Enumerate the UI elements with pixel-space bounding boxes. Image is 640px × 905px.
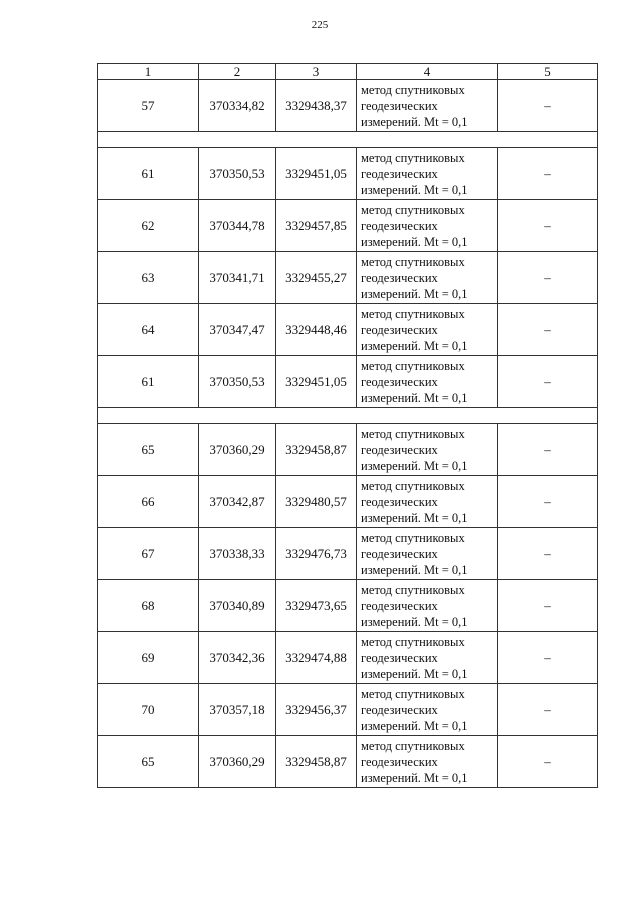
table-row xyxy=(98,252,598,304)
method-text-line: геодезических xyxy=(361,546,438,561)
table-row xyxy=(98,200,598,252)
accuracy-cell: – xyxy=(498,684,598,736)
table-row xyxy=(98,580,598,632)
method-cell xyxy=(357,424,498,476)
method-text-line: измерений. Mt = 0,1 xyxy=(361,390,468,405)
method-cell xyxy=(357,252,498,304)
method-text-line: геодезических xyxy=(361,98,438,113)
y-coordinate-cell: 3329438,37 xyxy=(276,80,357,132)
method-text-line: метод спутниковых xyxy=(361,530,465,545)
point-number-cell: 61 xyxy=(98,148,199,200)
y-coordinate-cell: 3329451,05 xyxy=(276,356,357,408)
method-text-line: метод спутниковых xyxy=(361,306,465,321)
method-text-line: метод спутниковых xyxy=(361,686,465,701)
point-number-cell: 65 xyxy=(98,424,199,476)
accuracy-cell: – xyxy=(498,632,598,684)
x-coordinate-cell: 370347,47 xyxy=(199,304,276,356)
table-row xyxy=(98,632,598,684)
table-row xyxy=(98,80,598,132)
y-coordinate-cell: 3329458,87 xyxy=(276,736,357,788)
y-coordinate-cell: 3329457,85 xyxy=(276,200,357,252)
method-text-line: геодезических xyxy=(361,270,438,285)
method-text-line: измерений. Mt = 0,1 xyxy=(361,562,468,577)
method-text-line: измерений. Mt = 0,1 xyxy=(361,338,468,353)
table-row xyxy=(98,148,598,200)
table-header-row xyxy=(98,64,598,80)
method-text-line: метод спутниковых xyxy=(361,82,465,97)
y-coordinate-cell: 3329456,37 xyxy=(276,684,357,736)
method-text-line: измерений. Mt = 0,1 xyxy=(361,458,468,473)
method-text-line: геодезических xyxy=(361,218,438,233)
method-text-line: измерений. Mt = 0,1 xyxy=(361,510,468,525)
method-text-line: метод спутниковых xyxy=(361,202,465,217)
point-number-cell: 64 xyxy=(98,304,199,356)
method-text-line: геодезических xyxy=(361,322,438,337)
method-text-line: геодезических xyxy=(361,598,438,613)
method-text-line: метод спутниковых xyxy=(361,358,465,373)
method-text-line: измерений. Mt = 0,1 xyxy=(361,286,468,301)
x-coordinate-cell: 370342,87 xyxy=(199,476,276,528)
method-text-line: измерений. Mt = 0,1 xyxy=(361,234,468,249)
table-body xyxy=(98,64,598,788)
table-row xyxy=(98,424,598,476)
x-coordinate-cell: 370342,36 xyxy=(199,632,276,684)
table-row xyxy=(98,304,598,356)
header-cell-3: 3 xyxy=(276,64,357,80)
method-cell xyxy=(357,736,498,788)
accuracy-cell: – xyxy=(498,476,598,528)
method-text-line: геодезических xyxy=(361,754,438,769)
point-number-cell: 63 xyxy=(98,252,199,304)
method-cell xyxy=(357,148,498,200)
point-number-cell: 57 xyxy=(98,80,199,132)
point-number-cell: 70 xyxy=(98,684,199,736)
y-coordinate-cell: 3329476,73 xyxy=(276,528,357,580)
y-coordinate-cell: 3329474,88 xyxy=(276,632,357,684)
table-row xyxy=(98,736,598,788)
method-text-line: измерений. Mt = 0,1 xyxy=(361,666,468,681)
x-coordinate-cell: 370344,78 xyxy=(199,200,276,252)
method-cell xyxy=(357,580,498,632)
accuracy-cell: – xyxy=(498,424,598,476)
method-text-line: метод спутниковых xyxy=(361,426,465,441)
table-row xyxy=(98,476,598,528)
accuracy-cell: – xyxy=(498,304,598,356)
method-text-line: метод спутниковых xyxy=(361,582,465,597)
point-number-cell: 61 xyxy=(98,356,199,408)
y-coordinate-cell: 3329448,46 xyxy=(276,304,357,356)
page-number: 225 xyxy=(311,19,329,31)
method-text-line: геодезических xyxy=(361,166,438,181)
x-coordinate-cell: 370350,53 xyxy=(199,148,276,200)
x-coordinate-cell: 370350,53 xyxy=(199,356,276,408)
method-text-line: метод спутниковых xyxy=(361,254,465,269)
accuracy-cell: – xyxy=(498,80,598,132)
point-number-cell: 66 xyxy=(98,476,199,528)
group-separator-row xyxy=(98,408,598,424)
method-cell xyxy=(357,200,498,252)
point-number-cell: 69 xyxy=(98,632,199,684)
method-text-line: измерений. Mt = 0,1 xyxy=(361,614,468,629)
method-cell xyxy=(357,304,498,356)
method-text-line: геодезических xyxy=(361,650,438,665)
method-text-line: геодезических xyxy=(361,442,438,457)
x-coordinate-cell: 370340,89 xyxy=(199,580,276,632)
x-coordinate-cell: 370360,29 xyxy=(199,424,276,476)
point-number-cell: 65 xyxy=(98,736,199,788)
table-row xyxy=(98,684,598,736)
table-row xyxy=(98,356,598,408)
method-text-line: метод спутниковых xyxy=(361,150,465,165)
y-coordinate-cell: 3329455,27 xyxy=(276,252,357,304)
header-cell-4: 4 xyxy=(357,64,498,80)
point-number-cell: 62 xyxy=(98,200,199,252)
method-cell xyxy=(357,356,498,408)
table-row xyxy=(98,528,598,580)
method-text-line: геодезических xyxy=(361,374,438,389)
coordinates-table xyxy=(97,63,598,788)
method-text-line: геодезических xyxy=(361,494,438,509)
header-cell-2: 2 xyxy=(199,64,276,80)
method-cell xyxy=(357,684,498,736)
accuracy-cell: – xyxy=(498,200,598,252)
method-text-line: измерений. Mt = 0,1 xyxy=(361,182,468,197)
accuracy-cell: – xyxy=(498,736,598,788)
x-coordinate-cell: 370357,18 xyxy=(199,684,276,736)
header-cell-5: 5 xyxy=(498,64,598,80)
y-coordinate-cell: 3329480,57 xyxy=(276,476,357,528)
accuracy-cell: – xyxy=(498,252,598,304)
group-separator-cell xyxy=(98,408,598,424)
method-cell xyxy=(357,476,498,528)
method-text-line: геодезических xyxy=(361,702,438,717)
method-text-line: измерений. Mt = 0,1 xyxy=(361,770,468,785)
point-number-cell: 68 xyxy=(98,580,199,632)
method-text-line: метод спутниковых xyxy=(361,634,465,649)
group-separator-cell xyxy=(98,132,598,148)
method-text-line: метод спутниковых xyxy=(361,738,465,753)
method-cell xyxy=(357,80,498,132)
x-coordinate-cell: 370338,33 xyxy=(199,528,276,580)
method-text-line: измерений. Mt = 0,1 xyxy=(361,114,468,129)
method-text-line: метод спутниковых xyxy=(361,478,465,493)
group-separator-row xyxy=(98,132,598,148)
y-coordinate-cell: 3329451,05 xyxy=(276,148,357,200)
y-coordinate-cell: 3329458,87 xyxy=(276,424,357,476)
x-coordinate-cell: 370360,29 xyxy=(199,736,276,788)
accuracy-cell: – xyxy=(498,148,598,200)
accuracy-cell: – xyxy=(498,580,598,632)
y-coordinate-cell: 3329473,65 xyxy=(276,580,357,632)
accuracy-cell: – xyxy=(498,528,598,580)
x-coordinate-cell: 370341,71 xyxy=(199,252,276,304)
method-cell xyxy=(357,528,498,580)
point-number-cell: 67 xyxy=(98,528,199,580)
method-cell xyxy=(357,632,498,684)
x-coordinate-cell: 370334,82 xyxy=(199,80,276,132)
header-cell-1: 1 xyxy=(98,64,199,80)
accuracy-cell: – xyxy=(498,356,598,408)
method-text-line: измерений. Mt = 0,1 xyxy=(361,718,468,733)
